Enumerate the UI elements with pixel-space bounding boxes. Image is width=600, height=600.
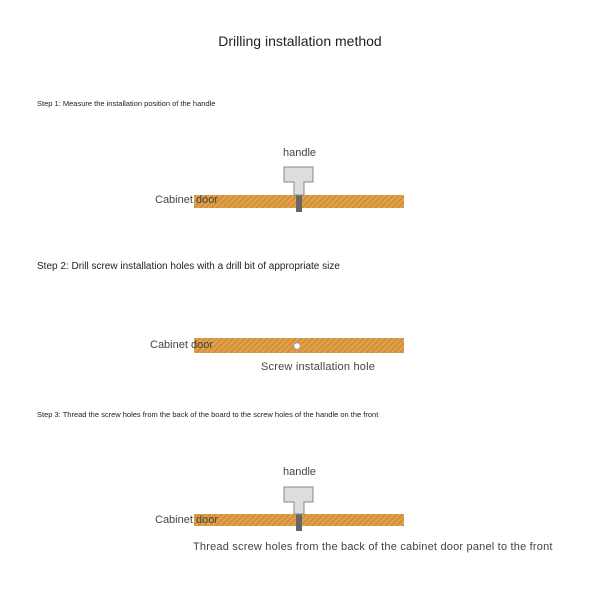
screw-hole-label: Screw installation hole	[261, 361, 376, 373]
page-title: Drilling installation method	[218, 33, 382, 49]
thread-note: Thread screw holes from the back of the cabinet door panel to the front	[193, 541, 553, 553]
screw-icon	[296, 193, 302, 212]
handle-icon	[284, 487, 313, 514]
step2-diagram	[194, 338, 404, 353]
step1-diagram	[194, 167, 404, 212]
step3-diagram	[194, 487, 404, 531]
cabinet-door-label: Cabinet door	[155, 194, 218, 206]
step3-text: Step 3: Thread the screw holes from the back of the board to the screw holes of the handle on the front	[37, 410, 379, 419]
handle-icon	[284, 167, 313, 195]
step2-text: Step 2: Drill screw installation holes with a drill bit of appropriate size	[37, 261, 340, 272]
cabinet-door-label: Cabinet door	[155, 514, 218, 526]
handle-label: handle	[283, 147, 317, 159]
cabinet-door-label: Cabinet door	[150, 339, 213, 351]
step1-text: Step 1: Measure the installation position of the handle	[37, 99, 216, 108]
screw-icon	[296, 512, 302, 531]
handle-label: handle	[283, 466, 317, 478]
screw-hole-icon	[294, 343, 300, 349]
